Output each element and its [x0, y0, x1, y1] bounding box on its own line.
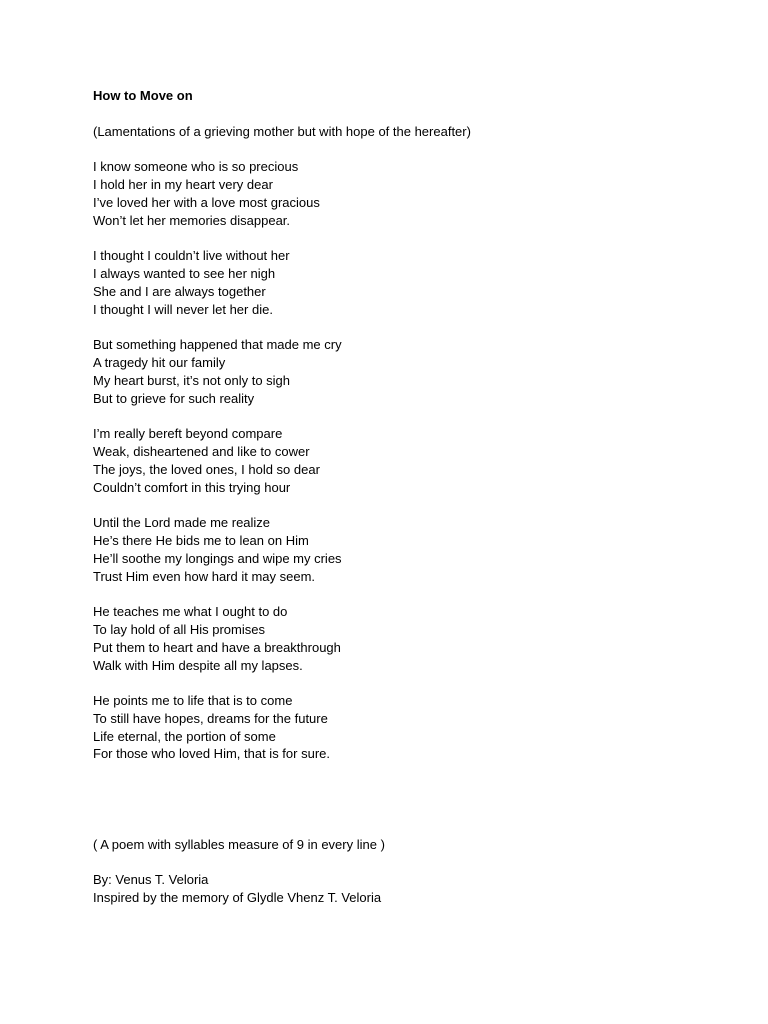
poem-line: Couldn’t comfort in this trying hour — [93, 479, 291, 495]
poem-line: Trust Him even how hard it may seem. — [93, 568, 316, 584]
poem-line: He points me to life that is to come — [93, 693, 293, 709]
poem-line: To lay hold of all His promises — [93, 621, 265, 637]
poem-line: I’ve loved her with a love most gracious — [93, 194, 320, 210]
poem-line: I hold her in my heart very dear — [93, 176, 273, 192]
author-name: By: Venus T. Veloria — [93, 872, 209, 887]
stanza-3 — [93, 336, 733, 407]
poem-line: I know someone who is so precious — [93, 159, 299, 175]
poem-line: Put them to heart and have a breakthrough — [93, 639, 341, 655]
poem-line: I thought I will never let her die. — [93, 301, 273, 317]
poem-line: My heart burst, it’s not only to sigh — [93, 372, 291, 388]
poem-line: I’m really bereft beyond compare — [93, 426, 283, 442]
poem-line: He teaches me what I ought to do — [93, 604, 288, 620]
stanza-5 — [93, 514, 733, 585]
poem-subtitle: (Lamentations of a grieving mother but with hope of the hereafter) — [93, 123, 471, 139]
stanza-1 — [93, 158, 733, 229]
poem-line: He’ll soothe my longings and wipe my cries — [93, 550, 342, 566]
syllable-note: ( A poem with syllables measure of 9 in every line ) — [93, 837, 385, 852]
poem-line: A tragedy hit our family — [93, 354, 226, 370]
stanza-7 — [93, 692, 733, 763]
stanza-4 — [93, 425, 733, 496]
poem-line: Walk with Him despite all my lapses. — [93, 657, 303, 673]
poem-title: How to Move on — [93, 88, 193, 103]
poem-line: The joys, the loved ones, I hold so dear — [93, 461, 320, 477]
stanza-2 — [93, 247, 733, 318]
stanza-6 — [93, 603, 733, 674]
poem-line: Weak, disheartened and like to cower — [93, 443, 310, 459]
poem-page — [93, 87, 733, 781]
poem-line: I always wanted to see her nigh — [93, 265, 276, 281]
poem-line: But to grieve for such reality — [93, 390, 255, 406]
author-block — [93, 871, 381, 907]
poem-body — [93, 158, 733, 763]
poem-line: She and I are always together — [93, 283, 266, 299]
poem-line: But something happened that made me cry — [93, 337, 342, 353]
poem-line: For those who loved Him, that is for sure. — [93, 746, 330, 762]
poem-line: He’s there He bids me to lean on Him — [93, 532, 309, 548]
poem-line: Life eternal, the portion of some — [93, 728, 276, 744]
poem-line: To still have hopes, dreams for the future — [93, 710, 328, 726]
poem-line: Won’t let her memories disappear. — [93, 212, 291, 228]
poem-line: Until the Lord made me realize — [93, 515, 271, 531]
poem-line: I thought I couldn’t live without her — [93, 248, 290, 264]
dedication-line: Inspired by the memory of Glydle Vhenz T. Veloria — [93, 889, 382, 905]
